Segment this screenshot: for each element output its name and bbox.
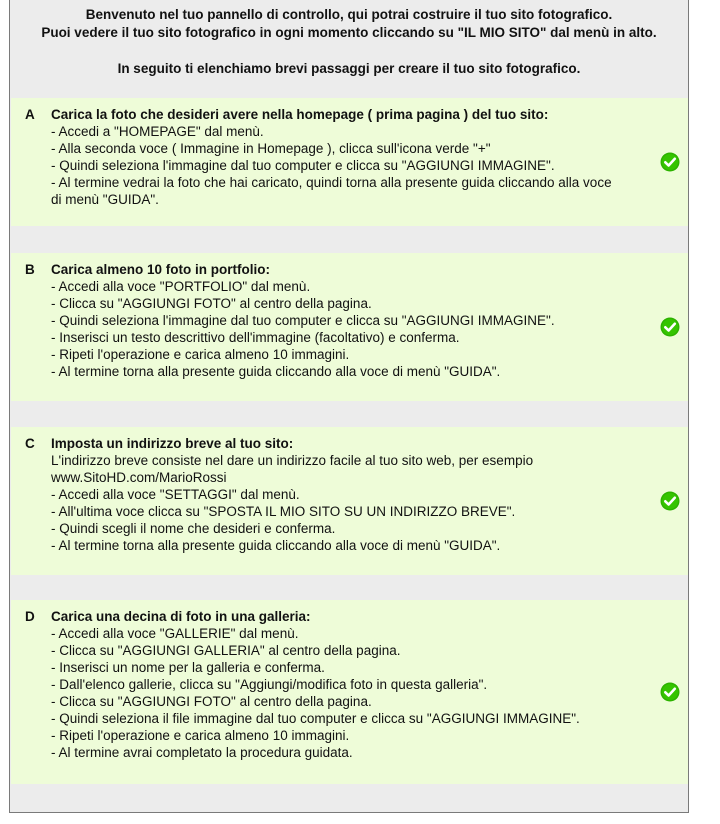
step-line: - All'ultima voce clicca su "SPOSTA IL MIO SITO SU UN INDIRIZZO BREVE". [51, 504, 516, 519]
step-line: - Inserisci un nome per la galleria e conferma. [51, 660, 325, 675]
guide-panel [9, 0, 689, 813]
step-title: Imposta un indirizzo breve al tuo sito: [51, 436, 294, 451]
step-line: - Alla seconda voce ( Immagine in Homepage ), clicca sull'icona verde "+" [51, 141, 491, 156]
check-circle-icon [660, 152, 680, 172]
step-line: - Al termine torna alla presente guida cliccando alla voce di menù "GUIDA". [51, 538, 501, 553]
step-line: di menù "GUIDA". [51, 192, 159, 207]
step-line: - Quindi scegli il nome che desideri e conferma. [51, 521, 336, 536]
step-line: - Al termine avrai completato la procedura guidata. [51, 745, 353, 760]
step-line: - Quindi seleziona il file immagine dal tuo computer e clicca su "AGGIUNGI IMMAGINE". [51, 711, 580, 726]
step-line: - Al termine vedrai la foto che hai caricato, quindi torna alla presente guida cliccando alla voce [51, 175, 612, 190]
step-letter: B [25, 262, 35, 277]
intro-text [10, 6, 688, 78]
intro-line-steps: In seguito ti elenchiamo brevi passaggi per creare il tuo sito fotografico. [117, 61, 581, 76]
step-line: - Accedi a "HOMEPAGE" dal menù. [51, 124, 264, 139]
step-line: - Dall'elenco gallerie, clicca su "Aggiungi/modifica foto in questa galleria". [51, 677, 488, 692]
step-line: - Clicca su "AGGIUNGI FOTO" al centro della pagina. [51, 694, 372, 709]
step-line: - Quindi seleziona l'immagine dal tuo computer e clicca su "AGGIUNGI IMMAGINE". [51, 313, 555, 328]
step-line: - Ripeti l'operazione e carica almeno 10 immagini. [51, 728, 350, 743]
check-circle-icon [660, 317, 680, 337]
step-a [11, 98, 688, 226]
step-line: - Al termine torna alla presente guida cliccando alla voce di menù "GUIDA". [51, 364, 501, 379]
step-line: - Ripeti l'operazione e carica almeno 10 immagini. [51, 347, 350, 362]
step-title: Carica la foto che desideri avere nella homepage ( prima pagina ) del tuo sito: [51, 107, 549, 122]
step-line: L'indirizzo breve consiste nel dare un indirizzo facile al tuo sito web, per esempio [51, 453, 534, 468]
step-line: - Accedi alla voce "GALLERIE" dal menù. [51, 626, 299, 641]
intro-line-welcome: Benvenuto nel tuo pannello di controllo, qui potrai costruire il tuo sito fotografico. [85, 7, 613, 22]
step-letter: D [25, 609, 35, 624]
step-line: - Clicca su "AGGIUNGI GALLERIA" al centro della pagina. [51, 643, 401, 658]
step-line: www.SitoHD.com/MarioRossi [51, 470, 227, 485]
check-circle-icon [660, 491, 680, 511]
step-c [11, 427, 688, 575]
step-letter: A [25, 107, 35, 122]
step-letter: C [25, 436, 35, 451]
step-line: - Clicca su "AGGIUNGI FOTO" al centro della pagina. [51, 296, 372, 311]
step-b [11, 253, 688, 401]
check-circle-icon [660, 682, 680, 702]
intro-line-view-site: Puoi vedere il tuo sito fotografico in ogni momento cliccando su "IL MIO SITO" dal menù in alto. [41, 25, 657, 40]
step-line: - Inserisci un testo descrittivo dell'immagine (facoltativo) e conferma. [51, 330, 460, 345]
step-line: - Accedi alla voce "PORTFOLIO" dal menù. [51, 279, 311, 294]
step-line: - Accedi alla voce "SETTAGGI" dal menù. [51, 487, 300, 502]
step-line: - Quindi seleziona l'immagine dal tuo computer e clicca su "AGGIUNGI IMMAGINE". [51, 158, 555, 173]
step-d [11, 600, 688, 784]
step-title: Carica una decina di foto in una galleria: [51, 609, 311, 624]
step-title: Carica almeno 10 foto in portfolio: [51, 262, 271, 277]
